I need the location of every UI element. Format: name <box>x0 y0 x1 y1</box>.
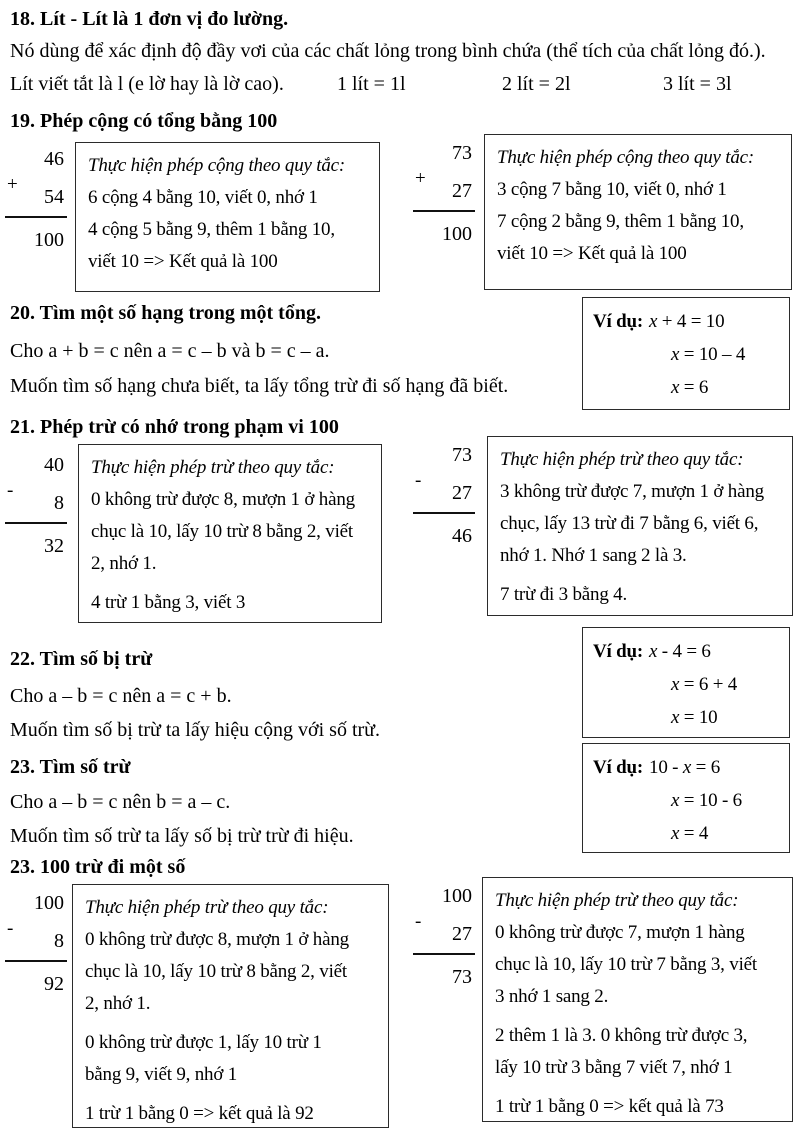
subtrahend: 8 <box>54 492 64 514</box>
section22-body2: Muốn tìm số bị trừ ta lấy hiệu cộng với số trừ. <box>10 719 380 741</box>
vertical-subtraction-100-8 <box>5 884 67 1003</box>
rule-line: chục, lấy 13 trừ đi 7 bằng 6, viết 6, <box>500 513 759 534</box>
example-step: x = 10 – 4 <box>671 344 746 365</box>
minuend: 100 <box>442 885 472 907</box>
subtrahend: 27 <box>452 923 472 945</box>
rule-line: 7 cộng 2 bằng 9, thêm 1 bằng 10, <box>497 211 744 232</box>
example-equation: x - 4 = 6 <box>649 641 711 662</box>
vertical-subtraction-73-27 <box>413 436 475 555</box>
vertical-addition-46-54 <box>5 140 67 259</box>
liter-example-3: 3 lít = 3l <box>663 73 732 95</box>
rule-line: 1 trừ 1 bằng 0 => kết quả là 92 <box>85 1103 314 1124</box>
rule-line: 1 trừ 1 bằng 0 => kết quả là 73 <box>495 1096 724 1117</box>
rule-line: viết 10 => Kết quả là 100 <box>497 243 687 264</box>
rule-title: Thực hiện phép trừ theo quy tắc: <box>91 457 335 478</box>
rule-title: Thực hiện phép trừ theo quy tắc: <box>495 890 739 911</box>
rule-title: Thực hiện phép cộng theo quy tắc: <box>497 147 755 168</box>
addition-rule-box-left <box>75 142 380 292</box>
rule-line: lấy 10 trừ 3 bằng 7 viết 7, nhớ 1 <box>495 1057 733 1078</box>
rule-line: 0 không trừ được 7, mượn 1 hàng <box>495 922 745 943</box>
addend-top: 73 <box>452 142 472 164</box>
difference-rule <box>5 960 67 962</box>
vertical-addition-73-27 <box>413 134 475 253</box>
addition-rule-box-right <box>484 134 792 290</box>
example-box-section22 <box>582 627 790 738</box>
difference-result: 92 <box>44 973 64 995</box>
example-box-section20 <box>582 297 790 410</box>
rule-line: 2 thêm 1 là 3. 0 không trừ được 3, <box>495 1025 748 1046</box>
rule-line: 4 cộng 5 bằng 9, thêm 1 bằng 10, <box>88 219 335 240</box>
example-first-line <box>593 305 779 338</box>
section23a-body1: Cho a – b = c nên b = a – c. <box>10 791 231 813</box>
addend-bottom: 54 <box>44 186 64 208</box>
example-first-line <box>593 751 779 784</box>
liter-example-1: 1 lít = 1l <box>337 73 406 95</box>
difference-result: 73 <box>452 966 472 988</box>
sum-rule <box>5 216 67 218</box>
example-step: x = 10 <box>671 707 718 728</box>
section21-heading: 21. Phép trừ có nhớ trong phạm vi 100 <box>10 416 339 438</box>
rule-line: chục là 10, lấy 10 trừ 8 bằng 2, viết <box>85 961 347 982</box>
minus-sign: - <box>7 480 14 501</box>
rule-line: 3 không trừ được 7, mượn 1 ở hàng <box>500 481 764 502</box>
section23a-heading: 23. Tìm số trừ <box>10 756 131 778</box>
section20-heading: 20. Tìm một số hạng trong một tổng. <box>10 302 321 324</box>
rule-line: 0 không trừ được 1, lấy 10 trừ 1 <box>85 1032 322 1053</box>
rule-line: bằng 9, viết 9, nhớ 1 <box>85 1064 238 1085</box>
subtraction-rule-box-100-8 <box>72 884 389 1128</box>
rule-line: 4 trừ 1 bằng 3, viết 3 <box>91 592 246 613</box>
subtraction-rule-box-100-27 <box>482 877 793 1122</box>
subtrahend: 8 <box>54 930 64 952</box>
example-label: Ví dụ: <box>593 641 644 662</box>
rule-line: chục là 10, lấy 10 trừ 8 bằng 2, viết <box>91 521 353 542</box>
minus-sign: - <box>7 918 14 939</box>
subtraction-rule-box-left <box>78 444 382 623</box>
rule-title: Thực hiện phép trừ theo quy tắc: <box>85 897 329 918</box>
section23a-body2: Muốn tìm số trừ ta lấy số bị trừ trừ đi hiệu. <box>10 825 354 847</box>
minuend: 73 <box>452 444 472 466</box>
section18-abbreviation: Lít viết tắt là l (e lờ hay là lờ cao). <box>10 73 284 95</box>
rule-line: viết 10 => Kết quả là 100 <box>88 251 278 272</box>
plus-sign: + <box>7 174 18 195</box>
example-step: x = 6 + 4 <box>671 674 738 695</box>
example-step: x = 6 <box>671 377 709 398</box>
rule-line: 3 cộng 7 bằng 10, viết 0, nhớ 1 <box>497 179 727 200</box>
rule-title: Thực hiện phép cộng theo quy tắc: <box>88 155 346 176</box>
example-label: Ví dụ: <box>593 757 644 778</box>
rule-line: chục là 10, lấy 10 trừ 7 bằng 3, viết <box>495 954 757 975</box>
rule-line: 6 cộng 4 bằng 10, viết 0, nhớ 1 <box>88 187 318 208</box>
minus-sign: - <box>415 911 422 932</box>
sum-result: 100 <box>34 229 64 251</box>
subtrahend: 27 <box>452 482 472 504</box>
minus-sign: - <box>415 470 422 491</box>
section22-heading: 22. Tìm số bị trừ <box>10 648 153 670</box>
example-step: x = 4 <box>671 823 709 844</box>
example-first-line <box>593 635 779 668</box>
difference-rule <box>413 953 475 955</box>
example-equation: 10 - x = 6 <box>649 757 720 778</box>
section20-body2: Muốn tìm số hạng chưa biết, ta lấy tổng trừ đi số hạng đã biết. <box>10 375 509 397</box>
rule-line: 3 nhớ 1 sang 2. <box>495 986 609 1007</box>
rule-line: 2, nhớ 1. <box>91 553 157 574</box>
difference-rule <box>5 522 67 524</box>
rule-line: 7 trừ đi 3 bằng 4. <box>500 584 628 605</box>
plus-sign: + <box>415 168 426 189</box>
rule-line: 2, nhớ 1. <box>85 993 151 1014</box>
sum-result: 100 <box>442 223 472 245</box>
vertical-subtraction-100-27 <box>413 877 475 996</box>
minuend: 40 <box>44 454 64 476</box>
section23b-heading: 23. 100 trừ đi một số <box>10 856 186 878</box>
difference-result: 46 <box>452 525 472 547</box>
section22-body1: Cho a – b = c nên a = c + b. <box>10 685 232 707</box>
rule-line: 0 không trừ được 8, mượn 1 ở hàng <box>91 489 355 510</box>
addend-top: 46 <box>44 148 64 170</box>
section18-body: Nó dùng để xác định độ đầy vơi của các chất lỏng trong bình chứa (thể tích của chất lỏng đó.). <box>10 40 766 62</box>
example-label: Ví dụ: <box>593 311 644 332</box>
section19-heading: 19. Phép cộng có tổng bằng 100 <box>10 110 278 132</box>
vertical-subtraction-40-8 <box>5 446 67 565</box>
difference-rule <box>413 512 475 514</box>
rule-title: Thực hiện phép trừ theo quy tắc: <box>500 449 744 470</box>
minuend: 100 <box>34 892 64 914</box>
rule-line: 0 không trừ được 8, mượn 1 ở hàng <box>85 929 349 950</box>
section18-heading: 18. Lít - Lít là 1 đơn vị đo lường. <box>10 8 289 30</box>
difference-result: 32 <box>44 535 64 557</box>
example-box-section23a <box>582 743 790 853</box>
section20-body1: Cho a + b = c nên a = c – b và b = c – a. <box>10 340 330 362</box>
rule-line: nhớ 1. Nhớ 1 sang 2 là 3. <box>500 545 687 566</box>
sum-rule <box>413 210 475 212</box>
addend-bottom: 27 <box>452 180 472 202</box>
liter-example-2: 2 lít = 2l <box>502 73 571 95</box>
example-step: x = 10 - 6 <box>671 790 742 811</box>
subtraction-rule-box-right <box>487 436 793 616</box>
example-equation: x + 4 = 10 <box>649 311 725 332</box>
